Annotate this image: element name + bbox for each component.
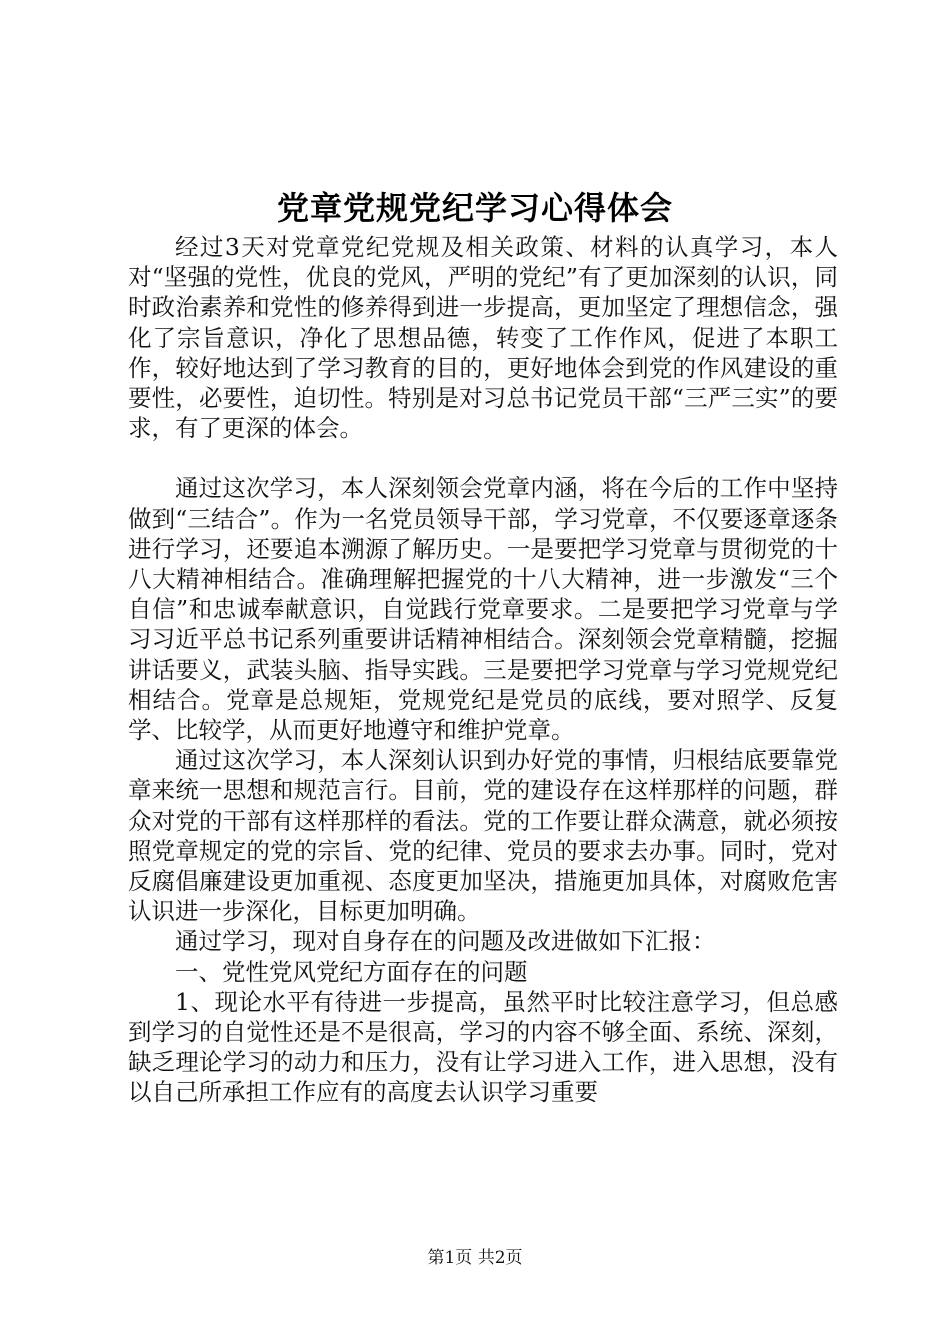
paragraph-1: 经过3天对党章党纪党规及相关政策、材料的认真学习，本人对“坚强的党性，优良的党风，严明的党纪”有了更加深刻的认识，同时政治素养和党性的修养得到进一步提高，更加坚定了理想信念，强化了宗旨意识，净化了思想品德，转变了工作作风，促进了本职工作，较好地达到了学习教育的目的，更好地体会到党的作风建设的重要性，必要性，迫切性。特别是对习总书记党员干部“三严三实”的要求，有了更深的体会。: [128, 233, 838, 443]
section-heading-1: 一、党性党风党纪方面存在的问题: [175, 957, 528, 986]
paragraph-2: 通过这次学习，本人深刻领会党章内涵，将在今后的工作中坚持做到“三结合”。作为一名党员领导干部，学习党章，不仅要逐章逐条进行学习，还要追本溯源了解历史。一是要把学习党章与贯彻党的十八大精神相结合。准确理解把握党的十八大精神，进一步激发“三个自信”和忠诚奉献意识，自觉践行党章要求。二是要把学习党章与学习习近平总书记系列重要讲话精神相结合。深刻领会党章精髓，挖掘讲话要义，武装头脑、指导实践。三是要把学习党章与学习党规党纪相结合。党章是总规矩，党规党纪是党员的底线，要对照学、反复学、比较学，从而更好地遵守和维护党章。: [128, 474, 838, 745]
paragraph-4: 通过学习，现对自身存在的问题及改进做如下汇报：: [175, 927, 716, 956]
paragraph-3: 通过这次学习，本人深刻认识到办好党的事情，归根结底要靠党章来统一思想和规范言行。目前，党的建设存在这样那样的问题，群众对党的干部有这样那样的看法。党的工作要让群众满意，就必须按照党章规定的党的宗旨、党的纪律、党员的要求去办事。同时，党对反腐倡廉建设更加重视、态度更加坚决，措施更加具体，对腐败危害认识进一步深化，目标更加明确。: [128, 746, 838, 926]
paragraph-5: 1、现论水平有待进一步提高，虽然平时比较注意学习，但总感到学习的自觉性还是不是很高，学习的内容不够全面、系统、深刻，缺乏理论学习的动力和压力，没有让学习进入工作，进入思想，没有以自己所承担工作应有的高度去认识学习重要: [128, 987, 838, 1107]
page-footer: 第1页 共2页: [427, 1248, 523, 1268]
paragraph-gap: [128, 443, 838, 473]
document-body: [128, 232, 838, 1108]
page-title: 党章党规党纪学习心得体会: [276, 189, 673, 227]
